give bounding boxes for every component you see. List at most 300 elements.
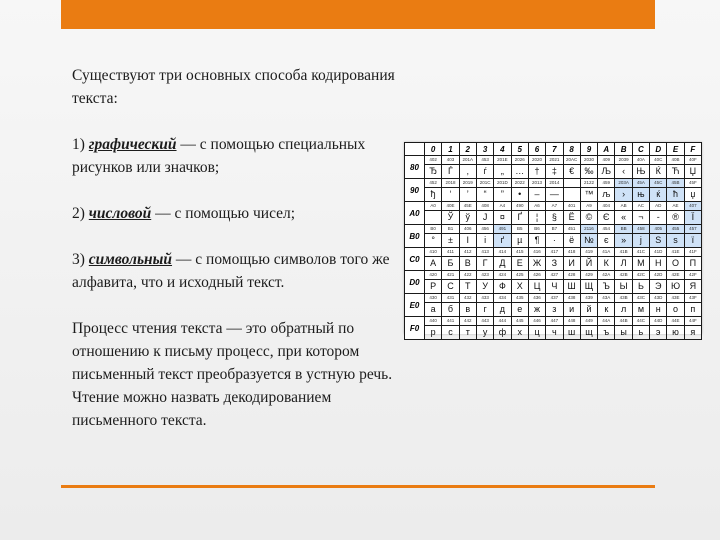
code-cell: 2022 (511, 179, 528, 188)
column-header: 4 (494, 143, 511, 156)
code-cell: 20AC (563, 156, 580, 165)
glyph-cell: ъ (598, 326, 615, 340)
column-header: E (667, 143, 684, 156)
row-header: 80 (405, 156, 425, 179)
item-number: 1) (72, 136, 85, 153)
glyph-cell: Я (684, 280, 701, 294)
code-cell: 44E (667, 317, 684, 326)
glyph-cell: Ч (546, 280, 563, 294)
code-cell: AC (632, 202, 649, 211)
code-cell: 401 (563, 202, 580, 211)
glyph-cell: П (684, 257, 701, 271)
code-cell: 2039 (615, 156, 632, 165)
glyph-cell: І (459, 234, 476, 248)
glyph-cell: В (459, 257, 476, 271)
code-cell: 442 (459, 317, 476, 326)
glyph-cell: Щ (580, 280, 597, 294)
glyph-cell: Ш (563, 280, 580, 294)
code-cell: 441 (442, 317, 459, 326)
glyph-cell: ш (563, 326, 580, 340)
code-cell: 446 (528, 317, 545, 326)
glyph-cell: ј (632, 234, 649, 248)
table-row (405, 257, 702, 271)
glyph-cell: Ј (476, 211, 493, 225)
glyph-cell: Л (615, 257, 632, 271)
glyph-cell: А (425, 257, 442, 271)
code-cell: 201D (494, 179, 511, 188)
code-cell: 43F (684, 294, 701, 303)
glyph-cell: М (632, 257, 649, 271)
code-cell: 445 (511, 317, 528, 326)
glyph-cell: Њ (632, 165, 649, 179)
code-cell: 432 (459, 294, 476, 303)
glyph-cell: у (476, 326, 493, 340)
code-cell: 40C (650, 156, 667, 165)
bottom-accent-line (61, 485, 655, 488)
glyph-cell: ’ (459, 188, 476, 202)
code-cell: 2122 (580, 179, 597, 188)
table-row (405, 234, 702, 248)
code-cell: 456 (476, 225, 493, 234)
code-cell: B7 (546, 225, 563, 234)
row-header: F0 (405, 317, 425, 340)
glyph-cell: з (546, 303, 563, 317)
glyph-cell: – (528, 188, 545, 202)
code-cell: 413 (476, 248, 493, 257)
code-cell: B5 (511, 225, 528, 234)
slide-text (72, 64, 402, 455)
code-cell: 2020 (528, 156, 545, 165)
code-cell: 449 (580, 317, 597, 326)
glyph-cell: е (511, 303, 528, 317)
code-cell: 491 (494, 225, 511, 234)
code-cell: 410 (425, 248, 442, 257)
glyph-cell: ‡ (546, 165, 563, 179)
glyph-cell: э (650, 326, 667, 340)
glyph-cell (563, 188, 580, 202)
code-cell: 440 (425, 317, 442, 326)
code-cell: 44B (615, 317, 632, 326)
glyph-cell: р (425, 326, 442, 340)
glyph-cell: п (684, 303, 701, 317)
table-row (405, 271, 702, 280)
glyph-cell: Ж (528, 257, 545, 271)
table-row (405, 165, 702, 179)
row-header: A0 (405, 202, 425, 225)
glyph-cell: б (442, 303, 459, 317)
glyph-cell: Ў (442, 211, 459, 225)
code-cell: 406 (459, 225, 476, 234)
code-cell: 457 (684, 225, 701, 234)
column-header: 3 (476, 143, 493, 156)
glyph-cell: Є (598, 211, 615, 225)
code-cell: 41A (598, 248, 615, 257)
code-cell: 42F (684, 271, 701, 280)
code-cell: 44F (684, 317, 701, 326)
code-cell: 407 (684, 202, 701, 211)
code-cell: B6 (528, 225, 545, 234)
glyph-cell: ч (546, 326, 563, 340)
glyph-cell: Ђ (425, 165, 442, 179)
glyph-cell: ќ (650, 188, 667, 202)
code-cell: 443 (476, 317, 493, 326)
code-cell: 451 (563, 225, 580, 234)
code-cell: AD (650, 202, 667, 211)
code-cell: 425 (511, 271, 528, 280)
code-cell: 43E (667, 294, 684, 303)
glyph-cell: “ (476, 188, 493, 202)
row-header: D0 (405, 271, 425, 294)
glyph-cell: — (546, 188, 563, 202)
glyph-cell: Г (476, 257, 493, 271)
glyph-cell: ю (667, 326, 684, 340)
glyph-cell: в (459, 303, 476, 317)
glyph-cell: ь (632, 326, 649, 340)
column-header: A (598, 143, 615, 156)
code-cell: 2014 (546, 179, 563, 188)
code-cell: 422 (459, 271, 476, 280)
code-cell: 405 (650, 225, 667, 234)
glyph-cell: Д (494, 257, 511, 271)
table-row (405, 156, 702, 165)
glyph-cell: С (442, 280, 459, 294)
glyph-cell: к (598, 303, 615, 317)
code-cell: 408 (476, 202, 493, 211)
code-cell: 416 (528, 248, 545, 257)
code-cell: 44D (650, 317, 667, 326)
glyph-cell: я (684, 326, 701, 340)
glyph-cell: « (615, 211, 632, 225)
glyph-cell: д (494, 303, 511, 317)
code-cell: 437 (546, 294, 563, 303)
code-cell: 40F (684, 156, 701, 165)
glyph-cell: ¦ (528, 211, 545, 225)
code-cell: A4 (494, 202, 511, 211)
code-cell: 430 (425, 294, 442, 303)
code-cell: 42C (632, 271, 649, 280)
table-row (405, 211, 702, 225)
code-cell: 419 (580, 248, 597, 257)
code-cell: 435 (511, 294, 528, 303)
glyph-cell: ё (563, 234, 580, 248)
glyph-cell: Н (650, 257, 667, 271)
item-description: — с помощью символов того же алфавита, что и исходный текст. (72, 251, 390, 291)
table-row (405, 294, 702, 303)
glyph-cell: Ь (632, 280, 649, 294)
glyph-cell: ї (684, 234, 701, 248)
code-cell: AE (667, 202, 684, 211)
closing-paragraph: Процесс чтения текста — это обратный по отношению к письму процесс, при котором письменный текст преобразуется в устную речь. Чтение можно назвать декодированием письменного текста. (72, 320, 393, 429)
column-header: 0 (425, 143, 442, 156)
glyph-cell: х (511, 326, 528, 340)
column-header: 9 (580, 143, 597, 156)
code-cell: 2018 (442, 179, 459, 188)
code-cell: 403 (442, 156, 459, 165)
glyph-cell: љ (598, 188, 615, 202)
glyph-cell: › (615, 188, 632, 202)
code-cell: 43A (598, 294, 615, 303)
glyph-cell: ‚ (459, 165, 476, 179)
glyph-cell: „ (494, 165, 511, 179)
glyph-cell: Љ (598, 165, 615, 179)
column-header: C (632, 143, 649, 156)
glyph-cell: ц (528, 326, 545, 340)
corner-cell (405, 143, 425, 156)
glyph-cell: К (598, 257, 615, 271)
code-cell: 447 (546, 317, 563, 326)
term-graphic: графический (88, 136, 177, 153)
column-header: 6 (528, 143, 545, 156)
code-cell: 424 (494, 271, 511, 280)
table-row (405, 326, 702, 340)
code-cell: 448 (563, 317, 580, 326)
glyph-cell: ћ (667, 188, 684, 202)
code-cell: 41F (684, 248, 701, 257)
method-item-graphic (72, 133, 402, 179)
code-cell: 444 (494, 317, 511, 326)
glyph-cell: Т (459, 280, 476, 294)
glyph-cell: ф (494, 326, 511, 340)
column-header: 1 (442, 143, 459, 156)
code-cell: 490 (511, 202, 528, 211)
code-cell (563, 179, 580, 188)
code-cell: 412 (459, 248, 476, 257)
glyph-cell: ® (667, 211, 684, 225)
code-cell: A7 (546, 202, 563, 211)
glyph-cell: … (511, 165, 528, 179)
code-cell: B0 (425, 225, 442, 234)
glyph-cell: ы (615, 326, 632, 340)
column-header: 7 (546, 143, 563, 156)
glyph-cell: и (563, 303, 580, 317)
table-row (405, 248, 702, 257)
glyph-cell: З (546, 257, 563, 271)
term-numeric: числовой (88, 205, 152, 222)
glyph-cell: а (425, 303, 442, 317)
column-header: 2 (459, 143, 476, 156)
code-cell: 428 (563, 271, 580, 280)
glyph-cell: ў (459, 211, 476, 225)
glyph-cell: Ю (667, 280, 684, 294)
code-cell: 45F (684, 179, 701, 188)
glyph-cell: џ (684, 188, 701, 202)
glyph-cell: ¬ (632, 211, 649, 225)
code-cell: 203A (615, 179, 632, 188)
code-cell: 436 (528, 294, 545, 303)
glyph-cell: њ (632, 188, 649, 202)
code-cell: A9 (580, 202, 597, 211)
glyph-cell: © (580, 211, 597, 225)
glyph-cell: л (615, 303, 632, 317)
code-cell: 429 (580, 271, 597, 280)
code-cell: 45B (667, 179, 684, 188)
glyph-cell: с (442, 326, 459, 340)
glyph-cell: † (528, 165, 545, 179)
glyph-cell: € (563, 165, 580, 179)
glyph-cell: є (598, 234, 615, 248)
glyph-cell: ™ (580, 188, 597, 202)
table-row (405, 225, 702, 234)
code-cell: 455 (667, 225, 684, 234)
row-header: C0 (405, 248, 425, 271)
glyph-cell: г (476, 303, 493, 317)
glyph-cell: н (650, 303, 667, 317)
table-header-row (405, 143, 702, 156)
code-cell: 2021 (546, 156, 563, 165)
code-cell: 201A (459, 156, 476, 165)
glyph-cell: ‹ (615, 165, 632, 179)
code-cell: 431 (442, 294, 459, 303)
glyph-cell: ° (425, 234, 442, 248)
code-cell: 414 (494, 248, 511, 257)
code-cell: 459 (598, 179, 615, 188)
glyph-cell: Ё (563, 211, 580, 225)
glyph-cell: Р (425, 280, 442, 294)
code-cell: 426 (528, 271, 545, 280)
glyph-cell: Э (650, 280, 667, 294)
code-cell: BB (615, 225, 632, 234)
item-number: 3) (72, 251, 85, 268)
code-cell: 2116 (580, 225, 597, 234)
glyph-cell: ґ (494, 234, 511, 248)
code-cell: 201E (494, 156, 511, 165)
glyph-cell (425, 211, 442, 225)
column-header: F (684, 143, 701, 156)
code-cell: 453 (476, 156, 493, 165)
row-header: E0 (405, 294, 425, 317)
glyph-cell: Й (580, 257, 597, 271)
table-row (405, 317, 702, 326)
method-item-numeric (72, 202, 402, 225)
code-cell: 409 (598, 156, 615, 165)
code-cell: 45E (459, 202, 476, 211)
glyph-cell: О (667, 257, 684, 271)
glyph-cell: Е (511, 257, 528, 271)
code-cell: 2026 (511, 156, 528, 165)
term-symbolic: символьный (88, 251, 173, 268)
table-row (405, 188, 702, 202)
item-number: 2) (72, 205, 85, 222)
glyph-cell: • (511, 188, 528, 202)
code-cell: A0 (425, 202, 442, 211)
glyph-cell: Ъ (598, 280, 615, 294)
row-header: 90 (405, 179, 425, 202)
glyph-cell: т (459, 326, 476, 340)
glyph-cell: ¤ (494, 211, 511, 225)
code-cell: 418 (563, 248, 580, 257)
glyph-cell: И (563, 257, 580, 271)
glyph-cell: ‰ (580, 165, 597, 179)
code-cell: 45C (650, 179, 667, 188)
code-cell: 438 (563, 294, 580, 303)
glyph-cell: » (615, 234, 632, 248)
glyph-cell: Ќ (650, 165, 667, 179)
code-cell: 40B (667, 156, 684, 165)
code-cell: B1 (442, 225, 459, 234)
glyph-cell: ± (442, 234, 459, 248)
code-cell: A6 (528, 202, 545, 211)
code-cell: 420 (425, 271, 442, 280)
glyph-cell: - (650, 211, 667, 225)
glyph-cell: µ (511, 234, 528, 248)
glyph-cell: ‘ (442, 188, 459, 202)
row-header: B0 (405, 225, 425, 248)
table-row (405, 179, 702, 188)
code-cell: 421 (442, 271, 459, 280)
code-cell: 427 (546, 271, 563, 280)
glyph-cell: Ы (615, 280, 632, 294)
code-cell: 44A (598, 317, 615, 326)
top-accent-bar (61, 0, 655, 29)
column-header: B (615, 143, 632, 156)
code-cell: 458 (632, 225, 649, 234)
code-cell: 43D (650, 294, 667, 303)
glyph-cell: ђ (425, 188, 442, 202)
code-cell: 41C (632, 248, 649, 257)
code-cell: 423 (476, 271, 493, 280)
code-cell: 42D (650, 271, 667, 280)
encoding-table (404, 142, 702, 340)
code-cell: 415 (511, 248, 528, 257)
code-cell: 2030 (580, 156, 597, 165)
code-cell: 43B (615, 294, 632, 303)
glyph-cell: № (580, 234, 597, 248)
glyph-cell: Ћ (667, 165, 684, 179)
method-item-symbolic (72, 248, 402, 294)
code-cell: 42E (667, 271, 684, 280)
column-header: 8 (563, 143, 580, 156)
column-header: 5 (511, 143, 528, 156)
code-cell: 404 (598, 202, 615, 211)
glyph-cell: Џ (684, 165, 701, 179)
glyph-cell: Ц (528, 280, 545, 294)
glyph-cell: ж (528, 303, 545, 317)
code-cell: 402 (425, 156, 442, 165)
code-cell: 45A (632, 179, 649, 188)
glyph-cell: · (546, 234, 563, 248)
glyph-cell: ” (494, 188, 511, 202)
code-cell: 2019 (459, 179, 476, 188)
code-cell: 417 (546, 248, 563, 257)
glyph-cell: ѓ (476, 165, 493, 179)
glyph-cell: У (476, 280, 493, 294)
intro-paragraph: Существуют три основных способа кодирования текста: (72, 67, 395, 107)
glyph-cell: м (632, 303, 649, 317)
code-cell: 41B (615, 248, 632, 257)
code-cell: 42A (598, 271, 615, 280)
glyph-cell: щ (580, 326, 597, 340)
code-cell: 439 (580, 294, 597, 303)
code-cell: 40A (632, 156, 649, 165)
glyph-cell: й (580, 303, 597, 317)
code-cell: 452 (425, 179, 442, 188)
code-cell: 40E (442, 202, 459, 211)
glyph-cell: Ѕ (650, 234, 667, 248)
encoding-table-image (404, 142, 702, 337)
glyph-cell: о (667, 303, 684, 317)
glyph-cell: Ї (684, 211, 701, 225)
code-cell: 454 (598, 225, 615, 234)
code-cell: 44C (632, 317, 649, 326)
glyph-cell: Ф (494, 280, 511, 294)
table-row (405, 280, 702, 294)
code-cell: 201C (476, 179, 493, 188)
code-cell: 434 (494, 294, 511, 303)
glyph-cell: § (546, 211, 563, 225)
glyph-cell: і (476, 234, 493, 248)
glyph-cell: ¶ (528, 234, 545, 248)
glyph-cell: Ґ (511, 211, 528, 225)
